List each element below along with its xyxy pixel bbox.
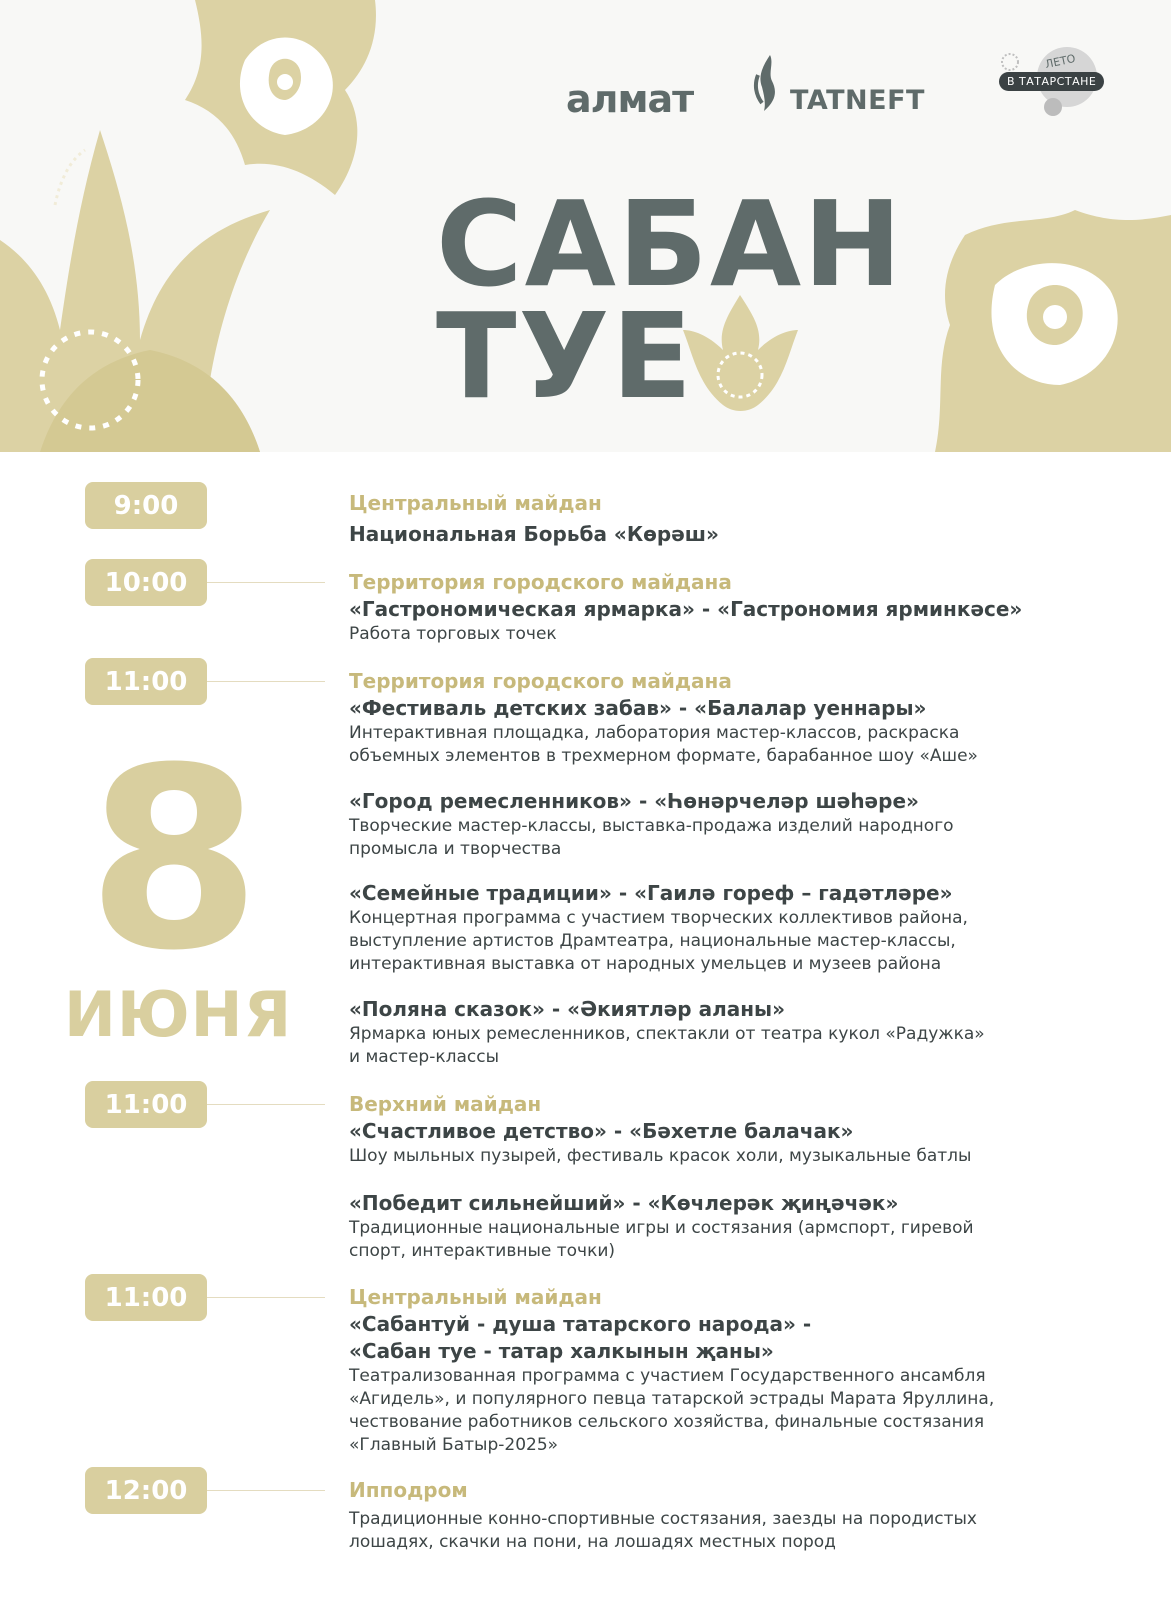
event-title: «Счастливое детство» - «Бәхетле балачак» (349, 1119, 854, 1143)
venue-label: Верхний майдан (349, 1092, 542, 1116)
event-desc: Концертная программа с участием творческих коллективов района, (349, 908, 968, 928)
event-desc: Работа торговых точек (349, 624, 557, 644)
leto-pill-text: В ТАТАРСТАНЕ (999, 72, 1104, 91)
page-title (436, 175, 904, 425)
event-desc: Традиционные национальные игры и состязания (армспорт, гиревой (349, 1218, 974, 1238)
event-desc: Интерактивная площадка, лаборатория мастер-классов, раскраска (349, 723, 960, 743)
date-day: 8 (87, 714, 261, 1005)
event-desc: интерактивная выставка от народных умельцев и музеев района (349, 954, 942, 974)
event-desc: спорт, интерактивные точки) (349, 1241, 616, 1261)
almat-logo: алмат (566, 77, 694, 121)
time-badge: 11:00 (85, 1081, 207, 1128)
time-badge: 11:00 (85, 658, 207, 705)
event-desc: «Главный Батыр-2025» (349, 1435, 559, 1455)
schedule-entry (349, 1284, 1129, 1457)
event-desc: «Агидель», и популярного певца татарской эстрады Марата Яруллина, (349, 1389, 995, 1409)
time-badge: 12:00 (85, 1467, 207, 1514)
connector-line (207, 1490, 325, 1491)
schedule-entry (349, 996, 1129, 1069)
venue-label: Ипподром (349, 1478, 468, 1502)
event-title: «Фестиваль детских забав» - «Балалар уеннары» (349, 696, 927, 720)
schedule-entry (349, 1091, 1129, 1168)
schedule-entry (349, 569, 1129, 646)
event-title: «Сабантуй - душа татарского народа» - (349, 1312, 812, 1336)
event-title: Национальная Борьба «Көрәш» (349, 522, 719, 546)
schedule-entry (349, 668, 1129, 768)
title-line-2: ТУЕ (436, 287, 695, 425)
event-desc: промысла и творчества (349, 839, 562, 859)
event-desc: выступление артистов Драмтеатра, национальные мастер-классы, (349, 931, 956, 951)
event-title: «Город ремесленников» - «Һөнәрчеләр шәһәре» (349, 789, 919, 813)
time-badge: 9:00 (85, 482, 207, 529)
date-month: ИЮНЯ (64, 978, 293, 1051)
venue-label: Территория городского майдана (349, 570, 732, 594)
schedule-entry (349, 880, 1129, 976)
event-title: «Сабан туе - татар халкынын җаны» (349, 1339, 774, 1363)
event-title: «Победит сильнейший» - «Көчлерәк җиңәчәк» (349, 1191, 899, 1215)
event-desc: и мастер-классы (349, 1047, 499, 1067)
event-date (64, 714, 293, 1051)
schedule-entry (349, 1190, 1129, 1263)
event-desc: объемных элементов в трехмерном формате, барабанное шоу «Аше» (349, 746, 978, 766)
time-badge: 11:00 (85, 1274, 207, 1321)
event-desc: Традиционные конно-спортивные состязания, заезды на породистых (349, 1509, 977, 1529)
connector-line (207, 1297, 325, 1298)
schedule-entry (349, 788, 1129, 861)
event-title: «Гастрономическая ярмарка» - «Гастрономия ярминкәсе» (349, 597, 1023, 621)
event-desc: лошадях, скачки на пони, на лошадях местных пород (349, 1532, 836, 1552)
venue-label: Территория городского майдана (349, 669, 732, 693)
schedule-entry (349, 1477, 1129, 1554)
poster-header (0, 0, 1171, 452)
leto-top-text: ЛЕТО (1043, 51, 1077, 72)
leto-logo (995, 47, 1115, 117)
time-badge: 10:00 (85, 559, 207, 606)
event-title: «Поляна сказок» - «Әкиятләр аланы» (349, 997, 786, 1021)
event-desc: Театрализованная программа с участием Государственного ансамбля (349, 1366, 986, 1386)
event-desc: чествование работников сельского хозяйства, финальные состязания (349, 1412, 985, 1432)
tatneft-wordmark: TATNEFT (790, 85, 925, 116)
event-desc: Ярмарка юных ремесленников, спектакли от театра кукол «Радужка» (349, 1024, 985, 1044)
title-line-1: САБАН (436, 175, 904, 313)
connector-line (207, 681, 325, 682)
event-desc: Творческие мастер-классы, выставка-продажа изделий народного (349, 816, 954, 836)
venue-label: Центральный майдан (349, 491, 602, 515)
venue-label: Центральный майдан (349, 1285, 602, 1309)
event-title: «Семейные традиции» - «Гаилә гореф – гадәтләре» (349, 881, 953, 905)
tatneft-logo (752, 55, 952, 115)
event-desc: Шоу мыльных пузырей, фестиваль красок холи, музыкальные батлы (349, 1146, 972, 1166)
connector-line (207, 582, 325, 583)
connector-line (207, 1104, 325, 1105)
flame-icon (752, 55, 788, 111)
flower-ornament-right (935, 205, 1171, 452)
logos-bar (0, 51, 1171, 125)
schedule-entry (349, 490, 1129, 548)
